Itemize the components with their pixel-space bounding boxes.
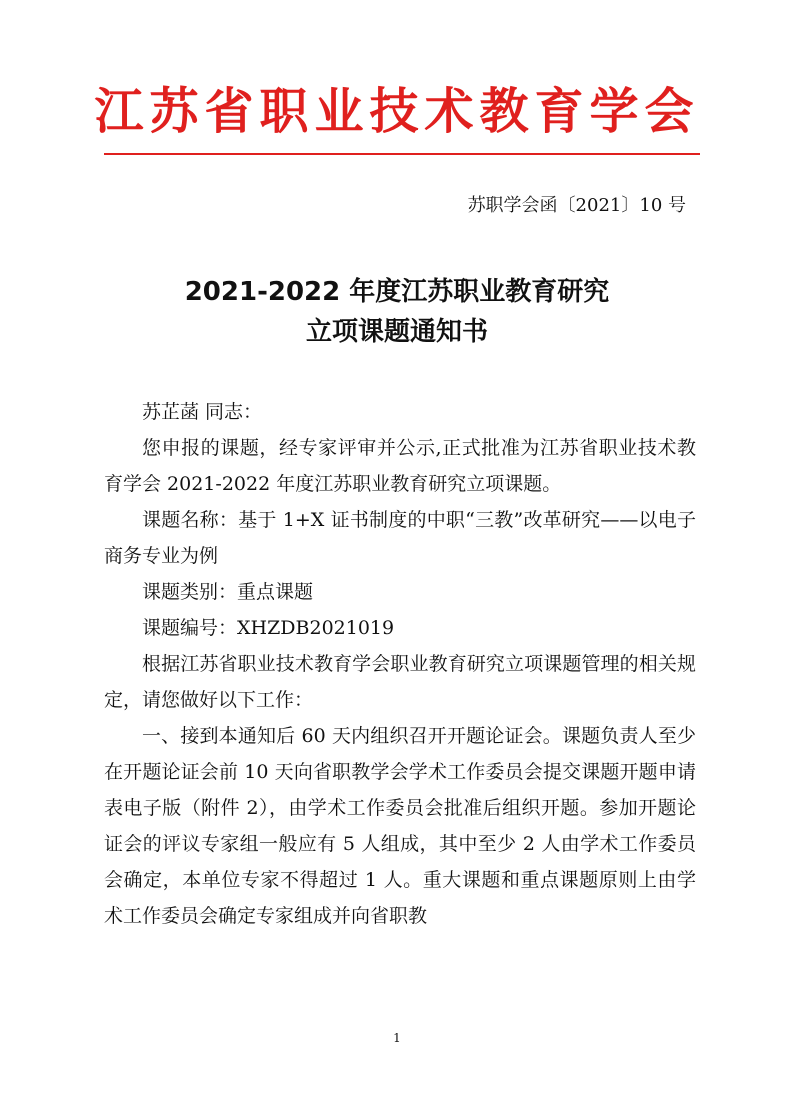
page-number: 1 bbox=[393, 1031, 401, 1045]
document-title-line-1: 2021-2022 年度江苏职业教育研究 bbox=[184, 277, 610, 307]
paragraph-approval: 您申报的课题，经专家评审并公示,正式批准为江苏省职业技术教育学会 2021-2022 年度江苏职业教育研究立项课题。 bbox=[104, 437, 696, 495]
document-title bbox=[0, 272, 794, 352]
document-number: 苏职学会函〔2021〕10 号 bbox=[467, 195, 686, 216]
paragraph-item-one: 一、接到本通知后 60 天内组织召开开题论证会。课题负责人至少在开题论证会前 10 天向省职教学会学术工作委员会提交课题开题申请表电子版（附件 2），由学术工作委员会批准后组织开题。参加开题论证会的评议专家组一般应有 5 人组成，其中至少 2 人由学术工作委员会确定，本单位专家不得超过 1 人。重大课题和重点课题原则上由学术工作委员会确定专家组成并向省职教 bbox=[104, 725, 696, 927]
salutation: 苏芷菡 同志： bbox=[142, 401, 263, 423]
paragraph-project-number: 课题编号：XHZDB2021019 bbox=[142, 617, 395, 639]
document-body bbox=[104, 394, 696, 934]
red-divider-line bbox=[104, 153, 700, 155]
paragraph-project-category: 课题类别：重点课题 bbox=[142, 581, 314, 603]
paragraph-requirements-intro: 根据江苏省职业技术教育学会职业教育研究立项课题管理的相关规定，请您做好以下工作： bbox=[104, 653, 696, 711]
paragraph-project-name: 课题名称：基于 1+X 证书制度的中职“三教”改革研究——以电子商务专业为例 bbox=[104, 509, 696, 567]
organization-name-header: 江苏省职业技术教育学会 bbox=[94, 83, 700, 140]
document-title-line-2: 立项课题通知书 bbox=[305, 317, 488, 347]
